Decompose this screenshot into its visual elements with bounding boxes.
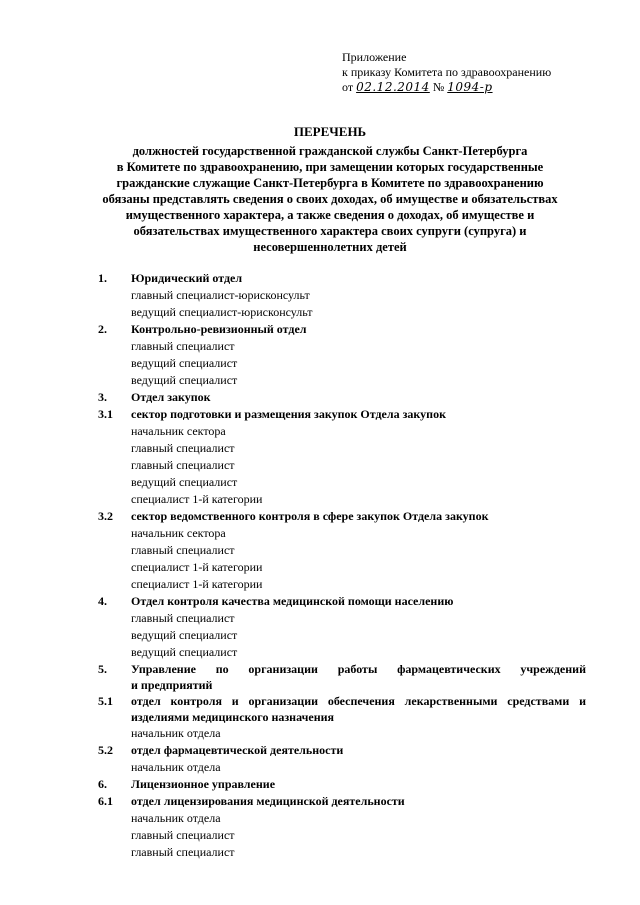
item-text [131, 661, 586, 693]
position-row [98, 372, 586, 389]
item-text: начальник сектора [131, 424, 226, 438]
item-number [98, 827, 131, 844]
position-row [98, 542, 586, 559]
item-number [98, 810, 131, 827]
position-row [98, 304, 586, 321]
item-number [98, 372, 131, 389]
item-number [98, 759, 131, 776]
item-text: ведущий специалист [131, 475, 238, 489]
item-number [98, 304, 131, 321]
item-text: начальник отдела [131, 726, 221, 740]
item-text-line2: изделиями медицинского назначения [131, 710, 335, 724]
item-text: Отдел контроля качества медицинской помощи населению [131, 594, 454, 608]
section-heading-row [98, 321, 586, 338]
appendix-block [342, 50, 551, 95]
position-row [98, 759, 586, 776]
position-row [98, 423, 586, 440]
item-text: начальник отдела [131, 760, 221, 774]
section-heading-row [98, 389, 586, 406]
item-text: главный специалист [131, 543, 235, 557]
item-number: 1. [98, 271, 107, 285]
item-text: главный специалист [131, 828, 235, 842]
item-number [98, 627, 131, 644]
position-row [98, 474, 586, 491]
item-text: ведущий специалист [131, 373, 238, 387]
item-text: ведущий специалист-юрисконсульт [131, 305, 313, 319]
item-number [98, 725, 131, 742]
position-row [98, 627, 586, 644]
item-number [98, 287, 131, 304]
handwritten-number: 1094-р [447, 80, 493, 94]
item-number [98, 559, 131, 576]
section-heading-row [98, 793, 586, 810]
position-row [98, 491, 586, 508]
item-text: специалист 1-й категории [131, 577, 263, 591]
section-heading-row [98, 593, 586, 610]
item-text: отдел лицензирования медицинской деятельности [131, 794, 405, 808]
item-text: Юридический отдел [131, 271, 243, 285]
item-text: Контрольно-ревизионный отдел [131, 322, 307, 336]
item-number: 4. [98, 594, 107, 608]
item-text: ведущий специалист [131, 645, 238, 659]
item-number [98, 355, 131, 372]
item-text [131, 693, 586, 725]
position-row [98, 725, 586, 742]
appendix-order-ref: к приказу Комитета по здравоохранению [342, 65, 552, 79]
item-number [98, 844, 131, 861]
title-line: должностей государственной гражданской службы Санкт-Петербурга [132, 144, 528, 158]
item-number [98, 440, 131, 457]
item-text: ведущий специалист [131, 628, 238, 642]
section-heading-row [98, 693, 586, 725]
item-text: сектор подготовки и размещения закупок Отдела закупок [131, 407, 447, 421]
positions-list [98, 270, 586, 861]
item-text: главный специалист [131, 339, 235, 353]
item-number: 5.1 [98, 694, 113, 708]
item-number: 5.2 [98, 743, 113, 757]
position-row [98, 457, 586, 474]
item-number [98, 644, 131, 661]
section-heading-row [98, 661, 586, 693]
item-text: начальник сектора [131, 526, 226, 540]
item-text-line1: отдел контроля и организации обеспечения лекарственными средствами и [131, 694, 586, 708]
item-text: главный специалист [131, 845, 235, 859]
section-heading-row [98, 406, 586, 423]
item-text: главный специалист [131, 441, 235, 455]
title-head: ПЕРЕЧЕНЬ [293, 124, 367, 139]
item-text: главный специалист [131, 458, 235, 472]
item-number [98, 491, 131, 508]
position-row [98, 287, 586, 304]
item-text: сектор ведомственного контроля в сфере закупок Отдела закупок [131, 509, 489, 523]
item-text-line1: Управление по организации работы фармацевтических учреждений [131, 662, 586, 676]
item-text: Отдел закупок [131, 390, 211, 404]
item-text: специалист 1-й категории [131, 492, 263, 506]
position-row [98, 559, 586, 576]
item-text: начальник отдела [131, 811, 221, 825]
position-row [98, 827, 586, 844]
title-line: несовершеннолетних детей [253, 240, 407, 254]
item-number: 6.1 [98, 794, 113, 808]
section-heading-row [98, 508, 586, 525]
item-text: ведущий специалист [131, 356, 238, 370]
item-number [98, 338, 131, 355]
title-line: обязаны представлять сведения о своих доходах, об имуществе и обязательствах [102, 192, 558, 206]
item-number [98, 610, 131, 627]
item-text: Лицензионное управление [131, 777, 276, 791]
position-row [98, 810, 586, 827]
item-number [98, 423, 131, 440]
title-line: в Комитете по здравоохранению, при замещении которых государственные [116, 160, 544, 174]
item-number: 3.2 [98, 509, 113, 523]
item-text: главный специалист [131, 611, 235, 625]
section-heading-row [98, 270, 586, 287]
position-row [98, 355, 586, 372]
section-heading-row [98, 742, 586, 759]
item-number [98, 525, 131, 542]
item-text-line2: и предприятий [131, 678, 213, 692]
item-text: отдел фармацевтической деятельности [131, 743, 344, 757]
appendix-date-line [342, 80, 551, 95]
section-heading-row [98, 776, 586, 793]
title-line: имущественного характера, а также сведения о доходах, об имуществе и [125, 208, 535, 222]
position-row [98, 338, 586, 355]
handwritten-date: 02.12.2014 [356, 80, 430, 94]
item-number: 3.1 [98, 407, 113, 421]
position-row [98, 644, 586, 661]
number-label: № [432, 80, 445, 94]
item-number [98, 457, 131, 474]
position-row [98, 610, 586, 627]
appendix-label: Приложение [342, 50, 407, 64]
title-line: обязательствах имущественного характера своих супруги (супруга) и [133, 224, 527, 238]
item-number [98, 542, 131, 559]
position-row [98, 525, 586, 542]
item-number: 3. [98, 390, 107, 404]
position-row [98, 440, 586, 457]
position-row [98, 844, 586, 861]
position-row [98, 576, 586, 593]
title-line: гражданские служащие Санкт-Петербурга в Комитете по здравоохранению [116, 176, 544, 190]
item-number: 5. [98, 662, 107, 676]
document-title [100, 124, 560, 255]
item-number [98, 474, 131, 491]
item-number: 2. [98, 322, 107, 336]
item-text: главный специалист-юрисконсульт [131, 288, 310, 302]
item-text: специалист 1-й категории [131, 560, 263, 574]
item-number: 6. [98, 777, 107, 791]
date-prefix: от [342, 80, 354, 94]
item-number [98, 576, 131, 593]
title-body [100, 143, 560, 255]
